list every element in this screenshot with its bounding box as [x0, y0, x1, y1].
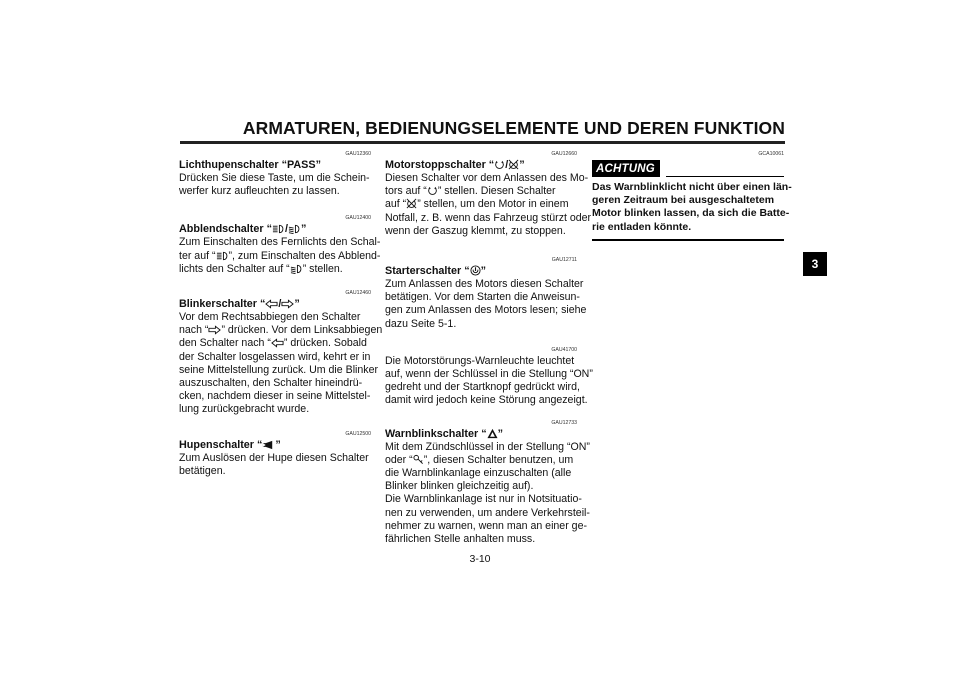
- text-line: [179, 324, 383, 337]
- heading-text: Abblendschalter “: [179, 223, 272, 236]
- key-icon: [413, 454, 424, 465]
- low-beam-icon: [290, 264, 303, 274]
- engine-stop-icon: [508, 159, 519, 170]
- engine-run-icon: [494, 159, 505, 170]
- heading-separator: /: [285, 223, 288, 236]
- column-right: [592, 151, 792, 241]
- section-heading: [179, 223, 371, 236]
- caution-text: [592, 181, 792, 234]
- text-line: Motor blinken lassen, da sich die Batte-: [592, 207, 790, 220]
- engine-stop-icon: [406, 198, 417, 209]
- section-code: GAU12360: [345, 151, 371, 157]
- page-title: ARMATUREN, BEDIENUNGSELEMENTE UND DEREN FUNKTION: [242, 118, 785, 138]
- heading-text: ”: [519, 159, 525, 171]
- caution-header-rule: [666, 176, 784, 177]
- text-line: [179, 249, 381, 263]
- text-line: Drücken Sie diese Taste, um die Schein-: [179, 172, 370, 184]
- text-line: gedreht und der Startknopf gedrückt wird,: [385, 381, 580, 394]
- text-line: betätigen.: [179, 464, 226, 477]
- section-heading: [179, 439, 371, 452]
- section-engine-stop-switch: [385, 151, 592, 238]
- text-line: dazu Seite 5-1.: [385, 317, 457, 330]
- text-line: nen zu verwenden, um andere Verkehrsteil-: [385, 506, 590, 519]
- section-body: [385, 278, 587, 331]
- text-line: Notfall, z. B. wenn das Fahrzeug stürzt oder: [385, 211, 592, 224]
- right-turn-icon: [208, 325, 221, 335]
- section-body: [179, 452, 371, 478]
- heading-text: Hupenschalter “: [179, 438, 263, 451]
- text-line: cken, nachdem dieser in seine Mittelstel-: [179, 390, 371, 403]
- text-line: auf, wenn der Schlüssel in die Stellung “ON”: [385, 368, 593, 381]
- text-fragment: ”, diesen Schalter benutzen, um: [423, 453, 574, 466]
- text-fragment: oder “: [385, 453, 413, 466]
- text-line: der Schalter losgelassen wird, kehrt er in: [179, 350, 371, 363]
- heading-text: ”: [294, 298, 300, 311]
- column-middle: [385, 151, 593, 558]
- text-line: Die Motorstörungs-Warnleuchte leuchtet: [385, 354, 575, 367]
- text-line: [179, 263, 371, 276]
- text-line: betätigen. Vor dem Starten die Anweisun-: [385, 291, 580, 304]
- right-turn-icon: [281, 299, 294, 309]
- section-heading: [179, 298, 371, 311]
- caution-bottom-rule: [592, 239, 784, 241]
- text-line: Diesen Schalter vor dem Anlassen des Mo-: [385, 172, 589, 184]
- text-line: [385, 198, 577, 211]
- heading-text: Blinkerschalter “: [179, 298, 266, 311]
- section-body: [385, 354, 593, 408]
- section-body: [385, 440, 590, 547]
- section-dimmer-switch: [179, 215, 381, 276]
- text-line: lung zurückgebracht wurde.: [179, 403, 310, 416]
- text-line: Das Warnblinklicht nicht über einen län-: [592, 181, 792, 193]
- caution-header: [592, 159, 784, 177]
- text-fragment: ” stellen.: [302, 262, 343, 275]
- left-turn-icon: [265, 299, 278, 309]
- column-left: [179, 151, 383, 490]
- text-line: Die Warnblinkanlage ist nur in Notsituatio-: [385, 493, 582, 506]
- text-line: Blinker blinken gleichzeitig auf).: [385, 480, 534, 493]
- text-line: damit wird jedoch keine Störung angezeigt.: [385, 394, 588, 407]
- heading-text: ”: [275, 438, 281, 451]
- title-rule: [180, 141, 785, 144]
- heading-separator: /: [505, 159, 509, 171]
- text-line: auszuschalten, den Schalter hineindrü-: [179, 377, 363, 390]
- section-code: GCA10061: [758, 151, 784, 157]
- section-horn-switch: [179, 431, 371, 478]
- heading-text: Warnblinkschalter “: [385, 427, 487, 440]
- text-line: seine Mittelstellung zurück. Um die Blinker: [179, 363, 379, 376]
- heading-text: ”: [301, 223, 307, 236]
- text-fragment: ” stellen, um den Motor in einem: [417, 198, 569, 211]
- section-turn-signal-switch: [179, 290, 383, 417]
- heading-separator: /: [278, 298, 282, 311]
- text-line: geren Zeitraum bei ausgeschaltetem: [592, 194, 775, 207]
- section-starter-switch: [385, 257, 587, 331]
- section-heading: Lichthupenschalter “PASS”: [179, 159, 321, 171]
- section-body: [385, 172, 592, 238]
- section-body: [179, 311, 383, 417]
- text-line: Zum Anlassen des Motors diesen Schalter: [385, 278, 584, 291]
- text-line: nehmer zu warnen, wenn man an einer ge-: [385, 519, 587, 532]
- section-code: GAU12711: [551, 257, 577, 264]
- starter-icon: [470, 265, 481, 276]
- text-fragment: lichts den Schalter auf “: [179, 262, 290, 275]
- text-fragment: ” stellen. Diesen Schalter: [437, 185, 556, 198]
- text-line: werfer kurz aufleuchten zu lassen.: [179, 185, 340, 198]
- text-line: Mit dem Zündschlüssel in der Stellung “ON”: [385, 440, 590, 453]
- high-beam-icon: [216, 251, 229, 261]
- section-code: GAU12733: [551, 419, 577, 426]
- text-line: die Warnblinkanlage einzuschalten (alle: [385, 467, 572, 480]
- text-fragment: ” drücken. Vor dem Linksabbiegen: [221, 324, 383, 337]
- text-fragment: ”, zum Einschalten des Abblend-: [228, 249, 381, 262]
- section-heading: [385, 428, 577, 441]
- text-line: [179, 337, 371, 350]
- hazard-icon: [487, 428, 498, 439]
- text-line: gen zum Anlassen des Motors lesen; siehe: [385, 304, 587, 317]
- heading-text: ”: [480, 265, 487, 278]
- section-code: GAU12660: [551, 151, 577, 157]
- chapter-tab: 3: [803, 252, 827, 276]
- caution-box: [592, 151, 792, 241]
- heading-text: Motorstoppschalter “: [385, 159, 495, 171]
- section-code: GAU12400: [345, 215, 371, 222]
- text-fragment: tors auf “: [385, 185, 427, 198]
- text-line: fährlichen Stelle anhalten muss.: [385, 533, 536, 546]
- section-code: GAU12500: [345, 430, 371, 437]
- section-code: GAU41700: [551, 346, 577, 353]
- caution-label: ACHTUNG: [592, 160, 660, 177]
- text-fragment: den Schalter nach “: [179, 337, 271, 350]
- section-pass-switch: [179, 151, 371, 198]
- text-line: [385, 454, 577, 467]
- text-line: Zum Einschalten des Fernlichts den Schal-: [179, 236, 381, 249]
- section-code: GAU12460: [345, 290, 371, 297]
- heading-text: Starterschalter “: [385, 265, 470, 278]
- section-body: [179, 172, 371, 198]
- section-heading: [385, 265, 577, 278]
- engine-run-icon: [427, 185, 438, 196]
- text-line: Zum Auslösen der Hupe diesen Schalter: [179, 451, 369, 464]
- section-engine-warning-light: [385, 346, 593, 408]
- text-fragment: ” drücken. Sobald: [283, 337, 367, 350]
- horn-icon: [262, 440, 275, 450]
- text-fragment: ter auf “: [179, 249, 216, 262]
- high-beam-icon: [272, 224, 285, 234]
- section-body: [179, 236, 381, 276]
- low-beam-icon: [288, 224, 301, 234]
- text-fragment: nach “: [179, 324, 209, 337]
- heading-text: ”: [497, 427, 504, 440]
- text-line: rie entladen könnte.: [592, 220, 692, 233]
- section-hazard-switch: [385, 419, 590, 547]
- page-number: 3-10: [469, 553, 491, 565]
- text-line: Vor dem Rechtsabbiegen den Schalter: [179, 311, 361, 324]
- left-turn-icon: [271, 338, 284, 348]
- text-line: [385, 185, 577, 198]
- section-heading: [385, 159, 577, 172]
- text-fragment: auf “: [385, 198, 407, 211]
- text-line: wenn der Gaszug klemmt, zu stoppen.: [385, 224, 566, 237]
